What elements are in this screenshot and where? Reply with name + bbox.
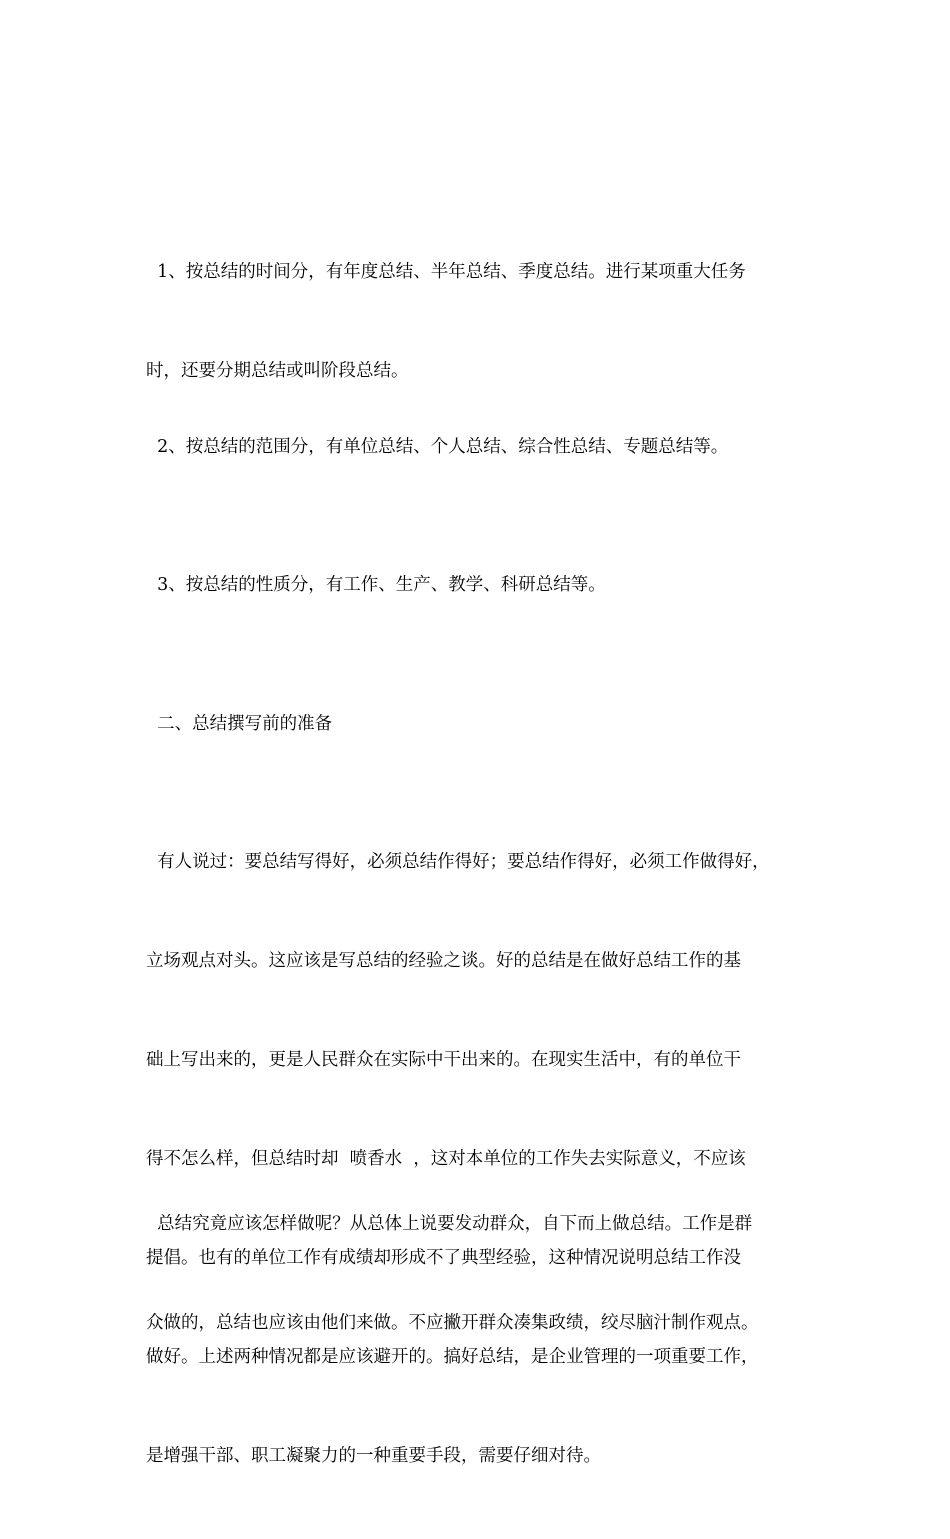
- text-line: 做好。上述两种情况都是应该避开的。搞好总结，是企业管理的一项重要工作，: [146, 1347, 759, 1367]
- heading-text: 二、总结撰写前的准备: [146, 714, 333, 734]
- text-line: 众做的，总结也应该由他们来做。不应撇开群众凑集政绩，绞尽脑汁制作观点。: [146, 1313, 759, 1333]
- text-line: 1、按总结的时间分，有年度总结、半年总结、季度总结。进行某项重大任务: [146, 262, 746, 282]
- paragraph-how-to-summarize: [146, 1142, 814, 1406]
- text-line: 总结究竟应该怎样做呢？从总体上说要发动群众，自下而上做总结。工作是群: [146, 1214, 753, 1234]
- text-line: 3、按总结的性质分，有工作、生产、教学、科研总结等。: [146, 575, 606, 595]
- text-line: 提倡。也有的单位工作有成绩却形成不了典型经验，这种情况说明总结工作没: [146, 1248, 741, 1268]
- text-line: 有人说过：要总结写得好，必须总结作得好；要总结作得好，必须工作做得好，: [146, 852, 770, 872]
- text-line: 得不怎么样，但总结时却 喷香水 ，这对本单位的工作失去实际意义，不应该: [146, 1149, 746, 1169]
- text-line: 2、按总结的范围分，有单位总结、个人总结、综合性总结、专题总结等。: [146, 437, 729, 457]
- text-line: 时，还要分期总结或叫阶段总结。: [146, 361, 409, 381]
- text-line: 础上写出来的，更是人民群众在实际中干出来的。在现实生活中，有的单位干: [146, 1050, 741, 1070]
- text-line: 立场观点对头。这应该是写总结的经验之谈。好的总结是在做好总结工作的基: [146, 951, 741, 971]
- text-line: 是增强干部、职工凝聚力的一种重要手段，需要仔细对待。: [146, 1446, 601, 1466]
